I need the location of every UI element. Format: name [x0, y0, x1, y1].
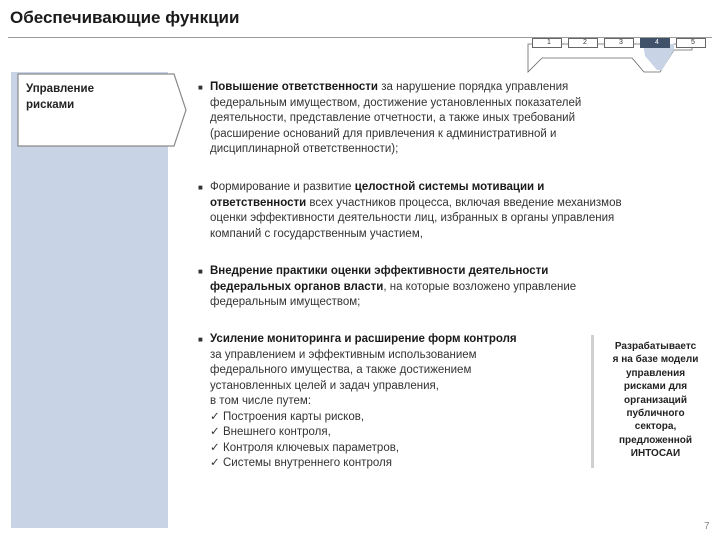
checkmark-icon: ✓ — [210, 457, 220, 469]
square-bullet-icon: ■ — [198, 267, 203, 276]
progress-step-4[interactable]: 4 — [640, 38, 674, 48]
section-label: Управление рисками — [26, 83, 94, 111]
square-bullet-icon: ■ — [198, 183, 203, 192]
checkmark-icon: ✓ — [210, 426, 220, 438]
bullet-item-2: ■ Формирование и развитие целостной системы мотивации и ответственности всех участников процесса, включая введение механизмов оценки эффективности деятельности лиц, избранных в органы управления компаний с государственным участием, — [198, 181, 622, 240]
checkmark-icon: ✓ — [210, 441, 220, 454]
progress-step-3[interactable]: 3 — [604, 38, 638, 48]
progress-step-1[interactable]: 1 — [532, 38, 566, 48]
check-item-3: ✓ Контроля ключевых параметров, — [198, 441, 593, 457]
check-item-1: ✓ Построения карты рисков, — [198, 410, 593, 426]
check-item-2: ✓ Внешнего контроля, — [198, 425, 593, 441]
side-note: Разрабатываетс я на базе модели управления рисками для организаций публичного сектора, предложенной ИНТОСАИ — [612, 341, 699, 460]
checkmark-icon: ✓ — [210, 410, 220, 423]
page-number: 7 — [704, 521, 710, 532]
progress-step-5[interactable]: 5 — [676, 38, 710, 48]
bullet-item-4: ■ Усиление мониторинга и расширение форм контроля за управлением и эффективным использованием федерального имущества, а также достижением установленных целей и задач управления, в том числе путем: ✓ Построения карты рисков, ✓ Внешнего контроля, ✓ Контроля ключевых параметров, ✓ Системы внутреннего контроля — [198, 332, 593, 472]
bullet-item-3: ■ Внедрение практики оценки эффективности деятельности федеральных органов власти, на которые возложено управление федеральным имуществом; — [198, 265, 577, 308]
square-bullet-icon: ■ — [198, 335, 203, 344]
square-bullet-icon: ■ — [198, 83, 203, 92]
bullet-item-1: ■ Повышение ответственности за нарушение порядка управления федеральным имуществом, достижение установленных показателей деятельности, представление отчетности, а также иных требований (расширение оснований для привлечения к административной и дисциплинарной ответственности); — [198, 81, 582, 155]
check-item-4: ✓ Системы внутреннего контроля — [198, 456, 593, 472]
progress-step-2[interactable]: 2 — [568, 38, 602, 48]
page-title: Обеспечивающие функции — [10, 8, 240, 27]
note-divider — [591, 335, 594, 468]
